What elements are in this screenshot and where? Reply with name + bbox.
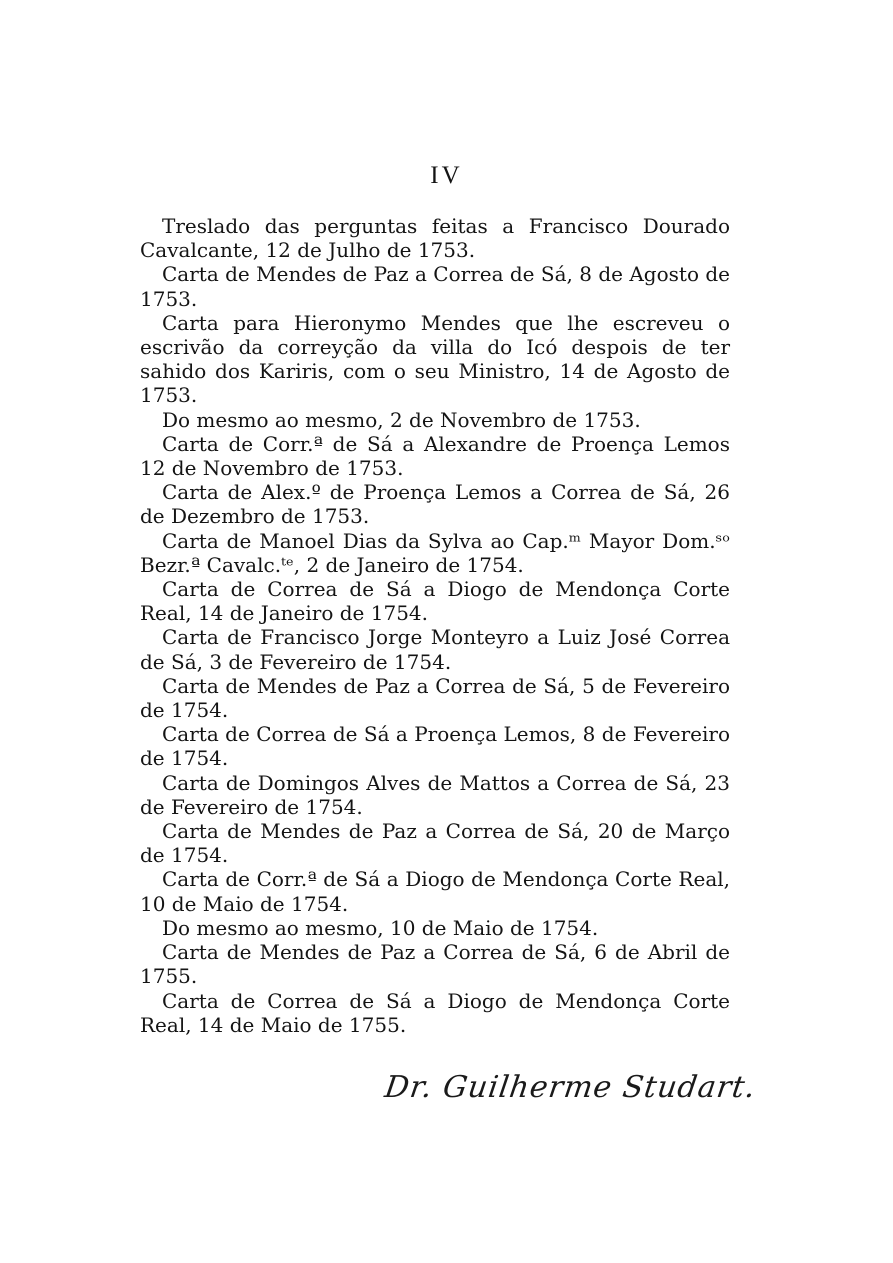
list-item: Carta de Mendes de Paz a Correa de Sá, 6 de Abril de 1755.	[140, 940, 730, 989]
list-item: Carta de Mendes de Paz a Correa de Sá, 20 de Março de 1754.	[140, 819, 730, 868]
list-item: Carta de Francisco Jorge Monteyro a Luiz José Correa de Sá, 3 de Fevereiro de 1754.	[140, 625, 730, 674]
list-item: Carta de Correa de Sá a Diogo de Mendonça Corte Real, 14 de Janeiro de 1754.	[140, 577, 730, 626]
entry-list	[140, 214, 730, 1037]
list-item: Carta de Correa de Sá a Proença Lemos, 8 de Fevereiro de 1754.	[140, 722, 730, 771]
list-item: Carta de Domingos Alves de Mattos a Correa de Sá, 23 de Fevereiro de 1754.	[140, 770, 730, 819]
author-signature: Dr. Guilherme Studart.	[382, 1070, 759, 1105]
list-item: Carta de Mendes de Paz a Correa de Sá, 8 de Agosto de 1753.	[140, 262, 730, 311]
list-item: Treslado das perguntas feitas a Francisco Dourado Cavalcante, 12 de Julho de 1753.	[140, 214, 730, 263]
list-item: Carta de Correa de Sá a Diogo de Mendonça Corte Real, 14 de Maio de 1755.	[140, 988, 730, 1037]
list-item: Carta de Alex.º de Proença Lemos a Correa de Sá, 26 de Dezembro de 1753.	[140, 480, 730, 529]
list-item: Do mesmo ao mesmo, 10 de Maio de 1754.	[162, 915, 599, 940]
list-item: Carta de Mendes de Paz a Correa de Sá, 5 de Fevereiro de 1754.	[140, 673, 730, 723]
list-item: Carta de Manoel Dias da Sylva ao Cap.ᵐ Mayor Dom.ˢᵒ Bezr.ª Cavalc.ᵗᵉ, 2 de Janeiro de 1754.	[140, 528, 730, 577]
list-item: Carta de Corr.ª de Sá a Alexandre de Proença Lemos 12 de Novembro de 1753.	[140, 431, 730, 481]
list-item: Carta de Corr.ª de Sá a Diogo de Mendonça Corte Real, 10 de Maio de 1754.	[140, 867, 730, 916]
list-item: Do mesmo ao mesmo, 2 de Novembro de 1753.	[162, 407, 641, 432]
page-number: IV	[430, 162, 463, 189]
list-item: Carta para Hieronymo Mendes que lhe escreveu o escrivão da correyção da villa do Icó despois de ter sahido dos Kariris, com o seu Ministro, 14 de Agosto de 1753.	[140, 310, 730, 408]
